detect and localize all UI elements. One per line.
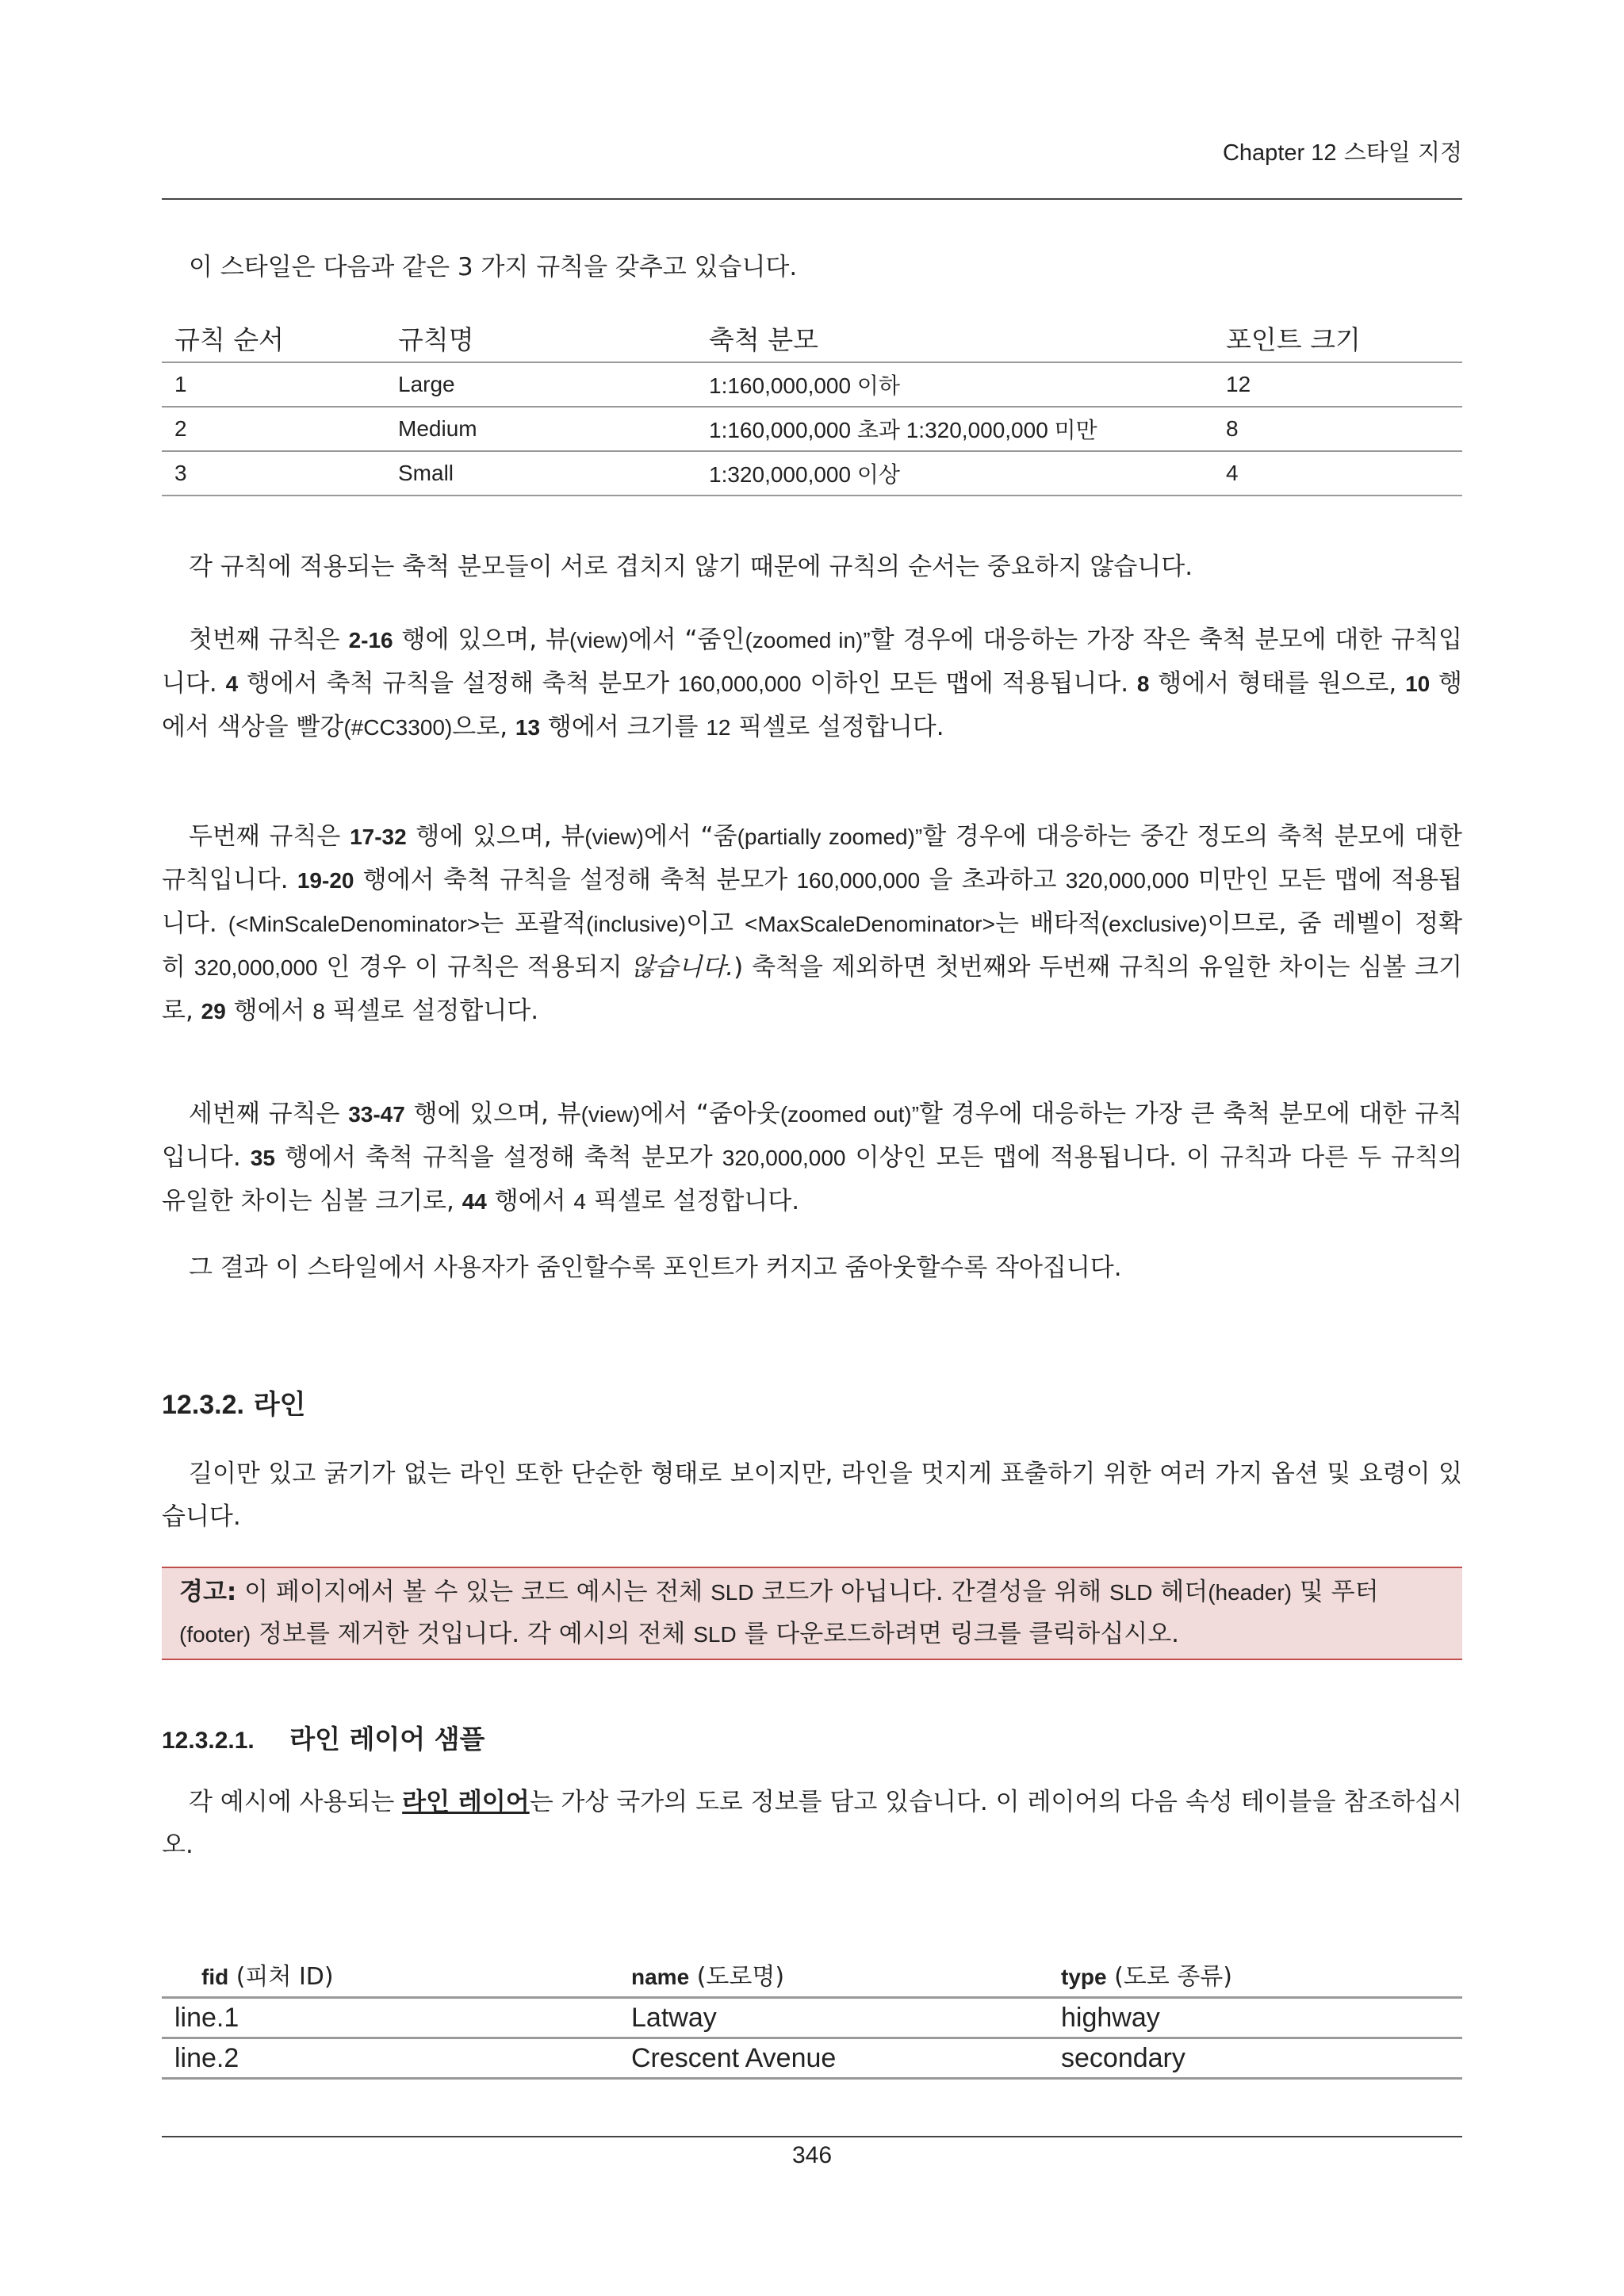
table-row xyxy=(162,451,1462,496)
rule2-paragraph: 두번째 규칙은 17-32 행에 있으며, 뷰(view)에서 “줌(partially zoomed)”할 경우에 대응하는 중간 정도의 축척 분모에 대한 규칙입니다. 19-20 행에서 축척 규칙을 설정해 축척 분모가 160,000,000 을 초과하고 320,000,000 미만인 모든 맵에 적용됩니다. (<MinScaleDenominator>는 포괄적(inclusive)이고 <MaxScaleDenominator>는 배타적(exclusive)이므로, 줌 레벨이 정확히 320,000,000 인 경우 이 규칙은 적용되지 않습니다.) 축척을 제외하면 첫번째와 두번째 규칙의 유일한 차이는 심볼 크기로, 29 행에서 8 픽셀로 설정합니다. xyxy=(162,822,1463,1025)
table-cell: Latway xyxy=(619,1998,1048,2038)
col-header-type: type (도로 종류) xyxy=(1048,1952,1462,1998)
line-layer-link[interactable]: 라인 레이어 xyxy=(402,1788,530,1816)
result-paragraph: 그 결과 이 스타일에서 사용자가 줌인할수록 포인트가 커지고 줌아웃할수록 작아집니다. xyxy=(189,1253,1122,1282)
col-header-order: 규칙 순서 xyxy=(162,313,385,362)
table-cell: line.1 xyxy=(162,1998,619,2038)
table-row xyxy=(162,407,1462,451)
intro-paragraph: 이 스타일은 다음과 같은 3 가지 규칙을 갖추고 있습니다. xyxy=(189,253,798,281)
table-header-row xyxy=(162,313,1462,362)
table-cell: Crescent Avenue xyxy=(619,2038,1048,2079)
chapter-title: 스타일 지정 xyxy=(1343,139,1462,166)
table-cell: 8 xyxy=(1213,407,1462,451)
section-heading-sample: 12.3.2.1. 라인 레이어 샘플 xyxy=(162,1724,485,1755)
table-cell: line.2 xyxy=(162,2038,619,2079)
table-cell: secondary xyxy=(1048,2038,1462,2079)
section-heading-line: 12.3.2. 라인 xyxy=(162,1389,306,1421)
line-intro-paragraph: 길이만 있고 굵기가 없는 라인 또한 단순한 형태로 보이지만, 라인을 멋지게 표출하기 위한 여러 가지 옵션 및 요령이 있습니다. xyxy=(162,1460,1462,1531)
table-cell: Small xyxy=(385,451,696,496)
table-cell: 1 xyxy=(162,362,385,407)
footer-rule xyxy=(162,2136,1462,2137)
col-header-scale: 축척 분모 xyxy=(696,313,1213,362)
chapter-label: Chapter 12 xyxy=(1222,140,1337,166)
table-cell: Large xyxy=(385,362,696,407)
rule3-paragraph: 세번째 규칙은 33-47 행에 있으며, 뷰(view)에서 “줌아웃(zoomed out)”할 경우에 대응하는 가장 큰 축척 분모에 대한 규칙입니다. 35 행에서 축척 규칙을 설정해 축척 분모가 320,000,000 이상인 모든 맵에 적용됩니다. 이 규칙과 다른 두 규칙의 유일한 차이는 심볼 크기로, 44 행에서 4 픽셀로 설정합니다. xyxy=(162,1100,1463,1215)
attribute-table xyxy=(162,1952,1462,2080)
table-cell: 3 xyxy=(162,451,385,496)
table-header-row xyxy=(162,1952,1462,1998)
table-cell: 1:320,000,000 이상 xyxy=(696,451,1213,496)
table-cell: highway xyxy=(1048,1998,1462,2038)
table-row xyxy=(162,362,1462,407)
table-cell: Medium xyxy=(385,407,696,451)
rule-order-paragraph: 각 규칙에 적용되는 축척 분모들이 서로 겹치지 않기 때문에 규칙의 순서는 중요하지 않습니다. xyxy=(189,553,1193,581)
table-cell: 1:160,000,000 이하 xyxy=(696,362,1213,407)
table-cell: 4 xyxy=(1213,451,1462,496)
col-header-fid: fid (피처 ID) xyxy=(162,1952,619,1998)
rule1-paragraph: 첫번째 규칙은 2-16 행에 있으며, 뷰(view)에서 “줌인(zoomed in)”할 경우에 대응하는 가장 작은 축척 분모에 대한 규칙입니다. 4 행에서 축척 규칙을 설정해 축척 분모가 160,000,000 이하인 모든 맵에 적용됩니다. 8 행에서 형태를 원으로, 10 행에서 색상을 빨강(#CC3300)으로, 13 행에서 크기를 12 픽셀로 설정합니다. xyxy=(162,626,1463,741)
warning-label: 경고: xyxy=(179,1578,237,1606)
scale-rules-table xyxy=(162,313,1462,496)
sample-paragraph: 각 예시에 사용되는 라인 레이어는 가상 국가의 도로 정보를 담고 있습니다. 이 레이어의 다음 속성 테이블을 참조하십시오. xyxy=(162,1788,1462,1859)
table-cell: 1:160,000,000 초과 1:320,000,000 미만 xyxy=(696,407,1213,451)
col-header-size: 포인트 크기 xyxy=(1213,313,1462,362)
table-cell: 12 xyxy=(1213,362,1462,407)
header-rule xyxy=(162,198,1462,200)
warning-box: 경고: 이 페이지에서 볼 수 있는 코드 예시는 전체 SLD 코드가 아닙니다. 간결성을 위해 SLD 헤더(header) 및 푸터(footer) 정보를 제거한 것입니다. 각 예시의 전체 SLD 를 다운로드하려면 링크를 클릭하십시오. xyxy=(162,1567,1462,1660)
table-cell: 2 xyxy=(162,407,385,451)
running-header xyxy=(1223,135,1462,167)
page-number: 346 xyxy=(791,2142,833,2168)
table-row xyxy=(162,2038,1462,2079)
col-header-name: name (도로명) xyxy=(619,1952,1048,1998)
col-header-name: 규칙명 xyxy=(385,313,696,362)
table-row xyxy=(162,1998,1462,2038)
